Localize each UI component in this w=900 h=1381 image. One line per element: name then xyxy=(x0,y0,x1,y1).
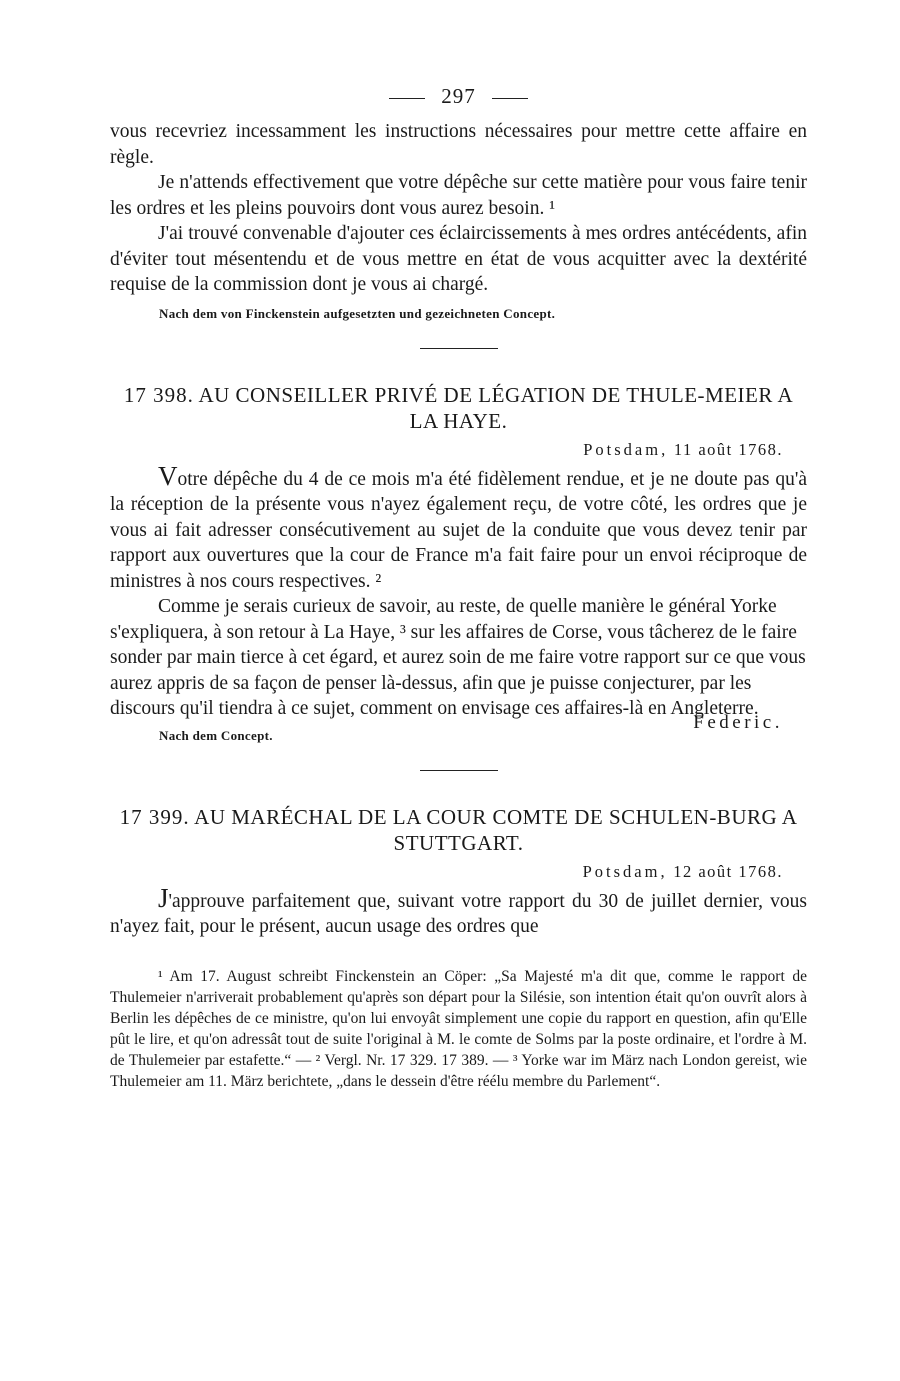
continuation-paragraph-2: Je n'attends effectivement que votre dépêche sur cette matière pour vous faire tenir les ordres et les pleins pouvoirs dont vous aurez besoin. ¹ xyxy=(110,172,807,219)
header-dash-left xyxy=(389,98,425,99)
letter-place-2: Potsdam, xyxy=(582,861,668,881)
source-note-2: Nach dem Concept. xyxy=(159,727,273,743)
letter1-paragraph-1 xyxy=(110,460,807,595)
letter-place-1: Potsdam, xyxy=(583,439,669,459)
header-dash-right xyxy=(492,98,528,99)
section-divider-2 xyxy=(420,770,498,771)
letter-heading-2 xyxy=(110,804,807,856)
footnotes-text: ¹ Am 17. August schreibt Finckenstein an Cöper: „Sa Majesté m'a dit que, comme le rapport de Thulemeier n'arriverait probablement qu'après son départ pour la Silésie, son intention était qu'on ouvrît alors à Berlin les dépêches de ce ministre, qu'on lui envoyât simplement une copie du rapport en question, afin qu'Elle pût le lire, et qu'on adressât tout de suite l'original à M. le comte de Solms par la poste ordinaire, et l'ordre à M. de Thulemeier par estafette.“ — ² Vergl. Nr. 17 329. 17 389. — ³ Yorke war im März nach London gereist, wie Thulemeier am 11. März berichtete, „dans le dessein d'être réélu membre du Parlement“. xyxy=(110,967,807,1090)
letter-dateline-2 xyxy=(110,862,783,882)
letter-date-2: 12 août 1768. xyxy=(673,861,783,881)
letter1-paragraph-2: Comme je serais curieux de savoir, au reste, de quelle manière le général Yorke s'expliquera, à son retour à La Haye, ³ sur les affaires de Corse, vous tâcherez de le faire sonder par main tierce à cet égard, et aurez soin de me faire votre rapport sur ce que vous aurez appris de sa façon de penser là-dessus, afin que je puisse conjecturer, par les discours qu'il tiendra à ce sujet, comment on envisage ces affaires-là en Angleterre. xyxy=(110,596,806,719)
section-divider-1 xyxy=(420,348,498,349)
source-note-1: Nach dem von Finckenstein aufgesetzten und gezeichneten Concept. xyxy=(159,305,556,321)
footnotes xyxy=(110,966,807,1092)
letter-number-2: 17 399. xyxy=(119,804,190,829)
letter-number-1: 17 398. xyxy=(123,382,194,407)
page-header xyxy=(110,84,807,109)
signature-1: Federic. xyxy=(693,711,783,733)
dropcap-1: V xyxy=(158,460,178,491)
letter-dateline-1 xyxy=(110,440,783,460)
letter2-paragraph-1-text: 'approuve parfaitement que, suivant votre rapport du 30 de juillet dernier, vous n'ayez fait, pour le présent, aucun usage des ordres que xyxy=(110,890,807,937)
page xyxy=(110,84,807,1092)
letter-heading-1 xyxy=(110,382,807,434)
letter1-paragraph-1-text: otre dépêche du 4 de ce mois m'a été fidèlement rendue, et je ne doute pas qu'à la réception de la présente vous n'ayez également reçu, de votre côté, les ordres que je vous ai fait adresser consécutivement au sujet de la conduite que vous devez tenir par rapport aux ouvertures que la cour de France m'a fait faire pour un envoi réciproque de ministres à nos cours respectives. ² xyxy=(110,468,807,592)
continuation-paragraph-3: J'ai trouvé convenable d'ajouter ces éclaircissements à mes ordres antécédents, afin d'éviter tout mésentendu et de vous mettre en état de vous acquitter avec la dextérité requise de la commission dont je vous ai chargé. xyxy=(110,223,807,295)
dropcap-2: J xyxy=(158,882,169,913)
letter-title-1: AU CONSEILLER PRIVÉ DE LÉGATION DE THULE-MEIER A LA HAYE. xyxy=(198,382,794,433)
page-number: 297 xyxy=(441,84,476,108)
letter-title-2: AU MARÉCHAL DE LA COUR COMTE DE SCHULEN-BURG A STUTTGART. xyxy=(194,804,798,855)
letter-date-1: 11 août 1768. xyxy=(673,439,783,459)
continuation-paragraph-1: vous recevriez incessamment les instructions nécessaires pour mettre cette affaire en règle. xyxy=(110,121,807,168)
letter1-closing xyxy=(110,594,807,733)
letter2-paragraph-1 xyxy=(110,882,807,940)
